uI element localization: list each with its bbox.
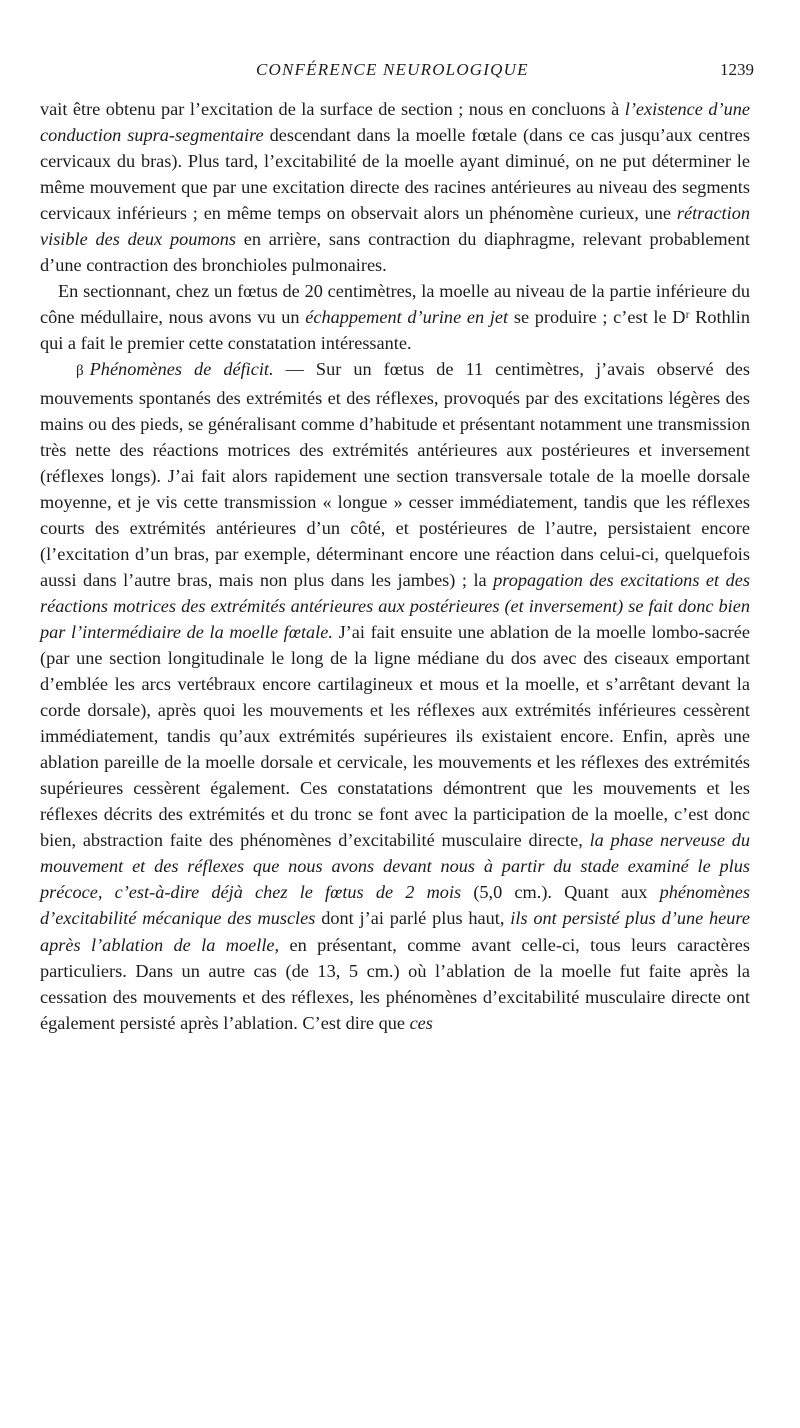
- section-heading: Phénomènes de déficit.: [89, 359, 274, 380]
- p3-italic-1: propagation des excitations et des réactions motrices des extrémités antérieures aux postérieures (et inversement) se fait donc bien par l’intermédiaire de la moelle fœtale.: [40, 569, 750, 642]
- p3-text-3: (5,0 cm.). Quant aux: [461, 882, 660, 903]
- p2-text-1: En sectionnant, chez un fœtus de 20 centimètres, la moelle au niveau de la partie inférieure du cône médullaire, nous avons vu un: [40, 281, 750, 328]
- body-text: [40, 96, 750, 1036]
- p1-italic-1: l’existence d’une conduction supra-segmentaire: [40, 99, 750, 146]
- page-number: 1239: [720, 60, 754, 79]
- running-head: [40, 60, 760, 88]
- p3-italic-5: ces: [409, 1012, 433, 1033]
- p3-italic-3: phénomènes d’excitabilité mécanique des muscles: [40, 882, 750, 929]
- p1-text-3: en arrière, sans contraction du diaphragme, relevant probablement d’une contraction des bronchioles pulmonaires.: [40, 229, 750, 276]
- paragraph-2: [40, 278, 750, 356]
- p3-text-2: J’ai fait ensuite une ablation de la moelle lombo-sacrée (par une section longitudinale le long de la ligne médiane du dos avec des ciseaux emportant d’emblée les arcs vertébraux encore cartilagineux et mous et la moelle, et s’arrêtant devant la corde dorsale), après quoi les mouvements et les réflexes aux extrémités inférieures cessèrent immédiatement, tandis qu’aux extrémités supérieures ils existaient encore. Enfin, après une ablation pareille de la moelle dorsale et cervicale, les mouvements et les réflexes des extrémités supérieures cessèrent également. Ces constatations démontrent que les mouvements et les réflexes décrits des extrémités et du tronc se font avec la participation de la moelle, c’est donc bien, abstraction faite des phénomènes d’excitabilité musculaire directe,: [40, 621, 750, 851]
- p2-text-2: se produire ; c’est le Dʳ Rothlin qui a fait le premier cette constatation intéressante.: [40, 307, 751, 354]
- paragraph-3: [40, 356, 750, 1035]
- p1-text-1: vait être obtenu par l’excitation de la surface de section ; nous en concluons à: [40, 99, 625, 119]
- p1-text-2: descendant dans la moelle fœtale (dans ce cas jusqu’aux centres cervicaux du bras). Plus tard, l’excitabilité de la moelle ayant diminué, on ne put déterminer le même mouvement que par une excitation directe des racines antérieures au niveau des segments cervicaux inférieurs ; en même temps on observait alors un phénomène curieux, une: [40, 125, 751, 224]
- p2-italic-1: échappement d’urine en jet: [305, 307, 509, 328]
- p3-text-4: dont j’ai parlé plus haut,: [315, 908, 511, 929]
- running-title: CONFÉRENCE NEUROLOGIQUE: [256, 60, 529, 79]
- paragraph-1: [40, 96, 750, 278]
- section-marker: β: [76, 363, 84, 380]
- p3-italic-4: ils ont persisté plus d’une heure après l’ablation de la moelle: [40, 908, 750, 955]
- p3-text-1: — Sur un fœtus de 11 centimètres, j’avais observé des mouvements spontanés des extrémités et des réflexes, provoqués par des excitations légères des mains ou des pieds, se généralisant comme d’habitude et présentant notamment une transmission très nette des réactions motrices des extrémités antérieures aux postérieures et inversement (réflexes longs). J’ai fait alors rapidement une section transversale totale de la moelle dorsale moyenne, et je vis cette transmission « longue » cesser immédiatement, tandis que les réflexes courts des extrémités antérieures d’un côté, et postérieures de l’autre, persistaient encore (l’excitation d’un bras, par exemple, déterminant encore une réaction dans celui-ci, quelquefois aussi dans l’autre bras, mais non plus dans les jambes) ; la: [40, 359, 751, 590]
- p3-text-5: , en présentant, comme avant celle-ci, tous leurs caractères particuliers. Dans un autre cas (de 13, 5 cm.) où l’ablation de la moelle fut faite après la cessation des mouvements et des réflexes, les phénomènes d’excitabilité musculaire directe ont également persisté après l’ablation. C’est dire que: [40, 934, 750, 1033]
- p3-italic-2: la phase nerveuse du mouvement et des réflexes que nous avons devant nous à partir du stade examiné le plus précoce, c’est-à-dire déjà chez le fœtus de 2 mois: [40, 830, 750, 903]
- p1-italic-2: rétraction visible des deux poumons: [40, 203, 750, 250]
